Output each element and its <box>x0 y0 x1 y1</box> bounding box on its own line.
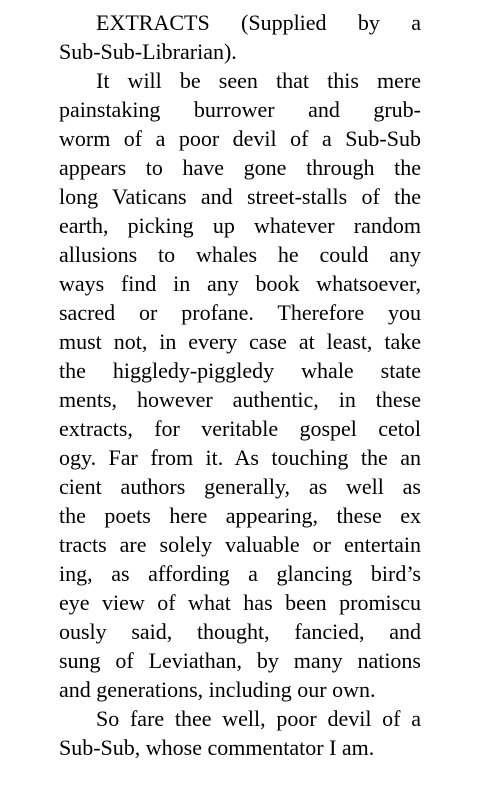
text-line: must not, in every case at least, take <box>59 329 421 354</box>
text-line: ously said, thought, fancied, and <box>59 619 421 644</box>
text-line: tracts are solely valuable or entertain <box>59 532 421 557</box>
text-line: allusions to whales he could any <box>59 242 421 267</box>
text-line: sung of Leviathan, by many nations <box>59 648 421 673</box>
text-line: worm of a poor devil of a Sub-Sub <box>59 126 421 151</box>
text-line: ogy. Far from it. As touching the an <box>59 445 421 470</box>
text-line: ments, however authentic, in these <box>59 387 421 412</box>
text-line: Sub-Sub, whose commentator I am. <box>59 735 375 760</box>
text-line: So fare thee well, poor devil of a <box>96 706 421 731</box>
text-line: Sub-Sub-Librarian). <box>59 39 237 64</box>
paragraph-body <box>59 66 421 704</box>
paragraph-closing <box>59 704 421 762</box>
page-text <box>59 8 421 762</box>
text-line: ing, as affording a glancing bird’s <box>59 561 421 586</box>
text-line: and generations, including our own. <box>59 677 376 702</box>
text-line: long Vaticans and street-stalls of the <box>59 184 421 209</box>
text-line: ways find in any book whatsoever, <box>59 271 421 296</box>
text-line: sacred or profane. Therefore you <box>59 300 421 325</box>
text-line: cient authors generally, as well as <box>59 474 421 499</box>
paragraph-title <box>59 8 421 66</box>
text-line: earth, picking up whatever random <box>59 213 421 238</box>
text-line: It will be seen that this mere <box>96 68 421 93</box>
text-line: extracts, for veritable gospel cetol <box>59 416 421 441</box>
text-line: painstaking burrower and grub- <box>59 97 421 122</box>
text-line: the poets here appearing, these ex <box>59 503 421 528</box>
text-line: appears to have gone through the <box>59 155 421 180</box>
text-line: the higgledy-piggledy whale state <box>59 358 421 383</box>
text-line: eye view of what has been promiscu <box>59 590 421 615</box>
text-line: EXTRACTS (Supplied by a <box>96 10 421 35</box>
